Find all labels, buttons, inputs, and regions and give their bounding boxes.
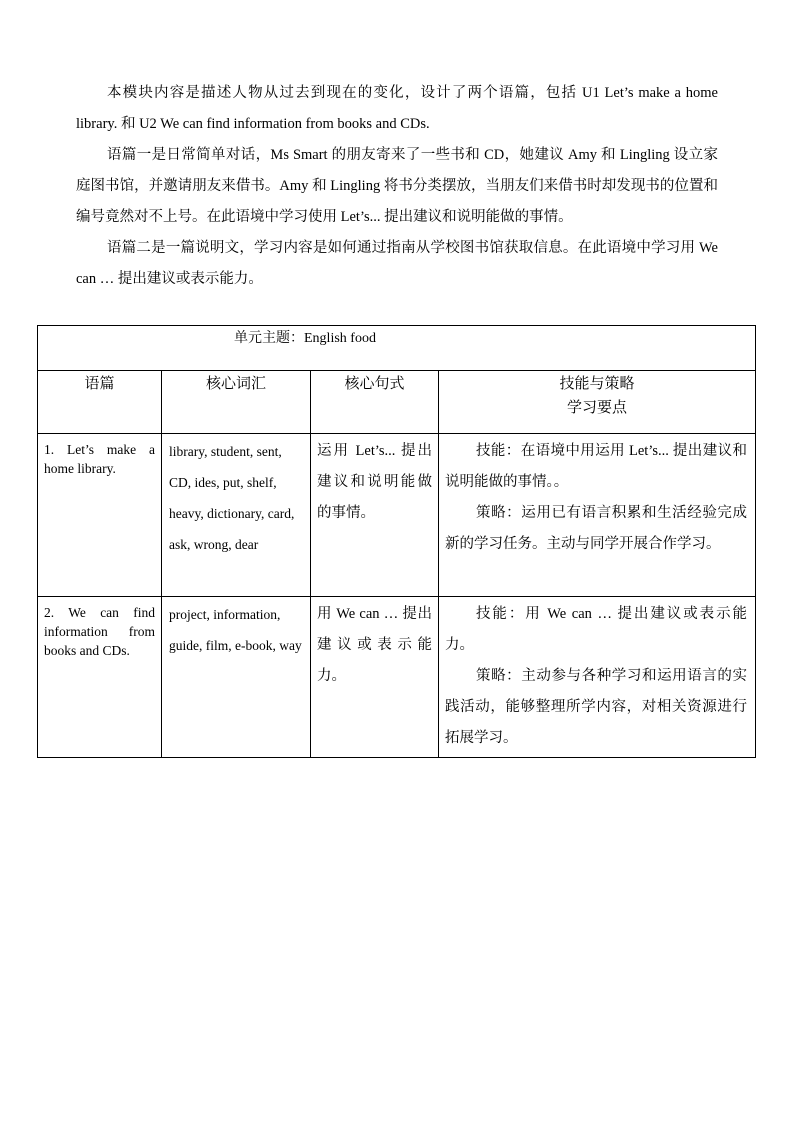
intro-paragraph-2: 语篇一是日常简单对话，Ms Smart 的朋友寄来了一些书和 CD，她建议 Amy 和 Lingling 设立家庭图书馆，并邀请朋友来借书。Amy 和 Lingling 将书分类摆放，当朋友们来借书时却发现书的位置和编号竟然对不上号。在此语境中学习使用 Let’s... 提出建议和说明能做的事情。 [76,147,718,225]
header-row [38,371,756,434]
header-vocab: 核心词汇 [162,371,311,434]
intro-text [76,78,718,295]
unit-plan-table [37,325,756,758]
table-row [38,597,756,758]
row-skills [439,434,756,597]
intro-paragraph-3: 语篇二是一篇说明文，学习内容是如何通过指南从学校图书馆获取信息。在此语境中学习用 We can … 提出建议或表示能力。 [76,240,718,287]
row-strategy: 策略：运用已有语言积累和生活经验完成新的学习任务。主动与同学开展合作学习。 [445,505,748,552]
unit-theme: 单元主题：English food [38,326,756,371]
row-vocab: project, information, guide, film, e-book, way [162,597,311,758]
row-vocab: library, student, sent, CD, ides, put, shelf, heavy, dictionary, card, ask, wrong, dear [162,434,311,597]
theme-row [38,326,756,371]
row-sentence: 用 We can … 提出建议或表示能力。 [311,597,439,758]
row-skill: 技能：在语境中用运用 Let’s... 提出建议和说明能做的事情。。 [445,443,748,490]
header-skills-line2: 学习要点 [567,400,628,416]
intro-paragraph-1: 本模块内容是描述人物从过去到现在的变化，设计了两个语篇，包括 U1 Let’s make a home library. 和 U2 We can find information from books and CDs. [76,85,718,132]
table-row [38,434,756,597]
row-text-title: 1. Let’s make a home library. [38,434,162,597]
row-sentence: 运用 Let’s... 提出建议和说明能做的事情。 [311,434,439,597]
header-text: 语篇 [38,371,162,434]
header-sentence: 核心句式 [311,371,439,434]
row-skill: 技能：用 We can … 提出建议或表示能力。 [445,606,748,653]
row-text-title: 2. We can find information from books and CDs. [38,597,162,758]
header-skills [439,371,756,434]
row-skills [439,597,756,758]
header-skills-line1: 技能与策略 [559,376,635,392]
row-strategy: 策略：主动参与各种学习和运用语言的实践活动，能够整理所学内容，对相关资源进行拓展学习。 [445,668,748,746]
